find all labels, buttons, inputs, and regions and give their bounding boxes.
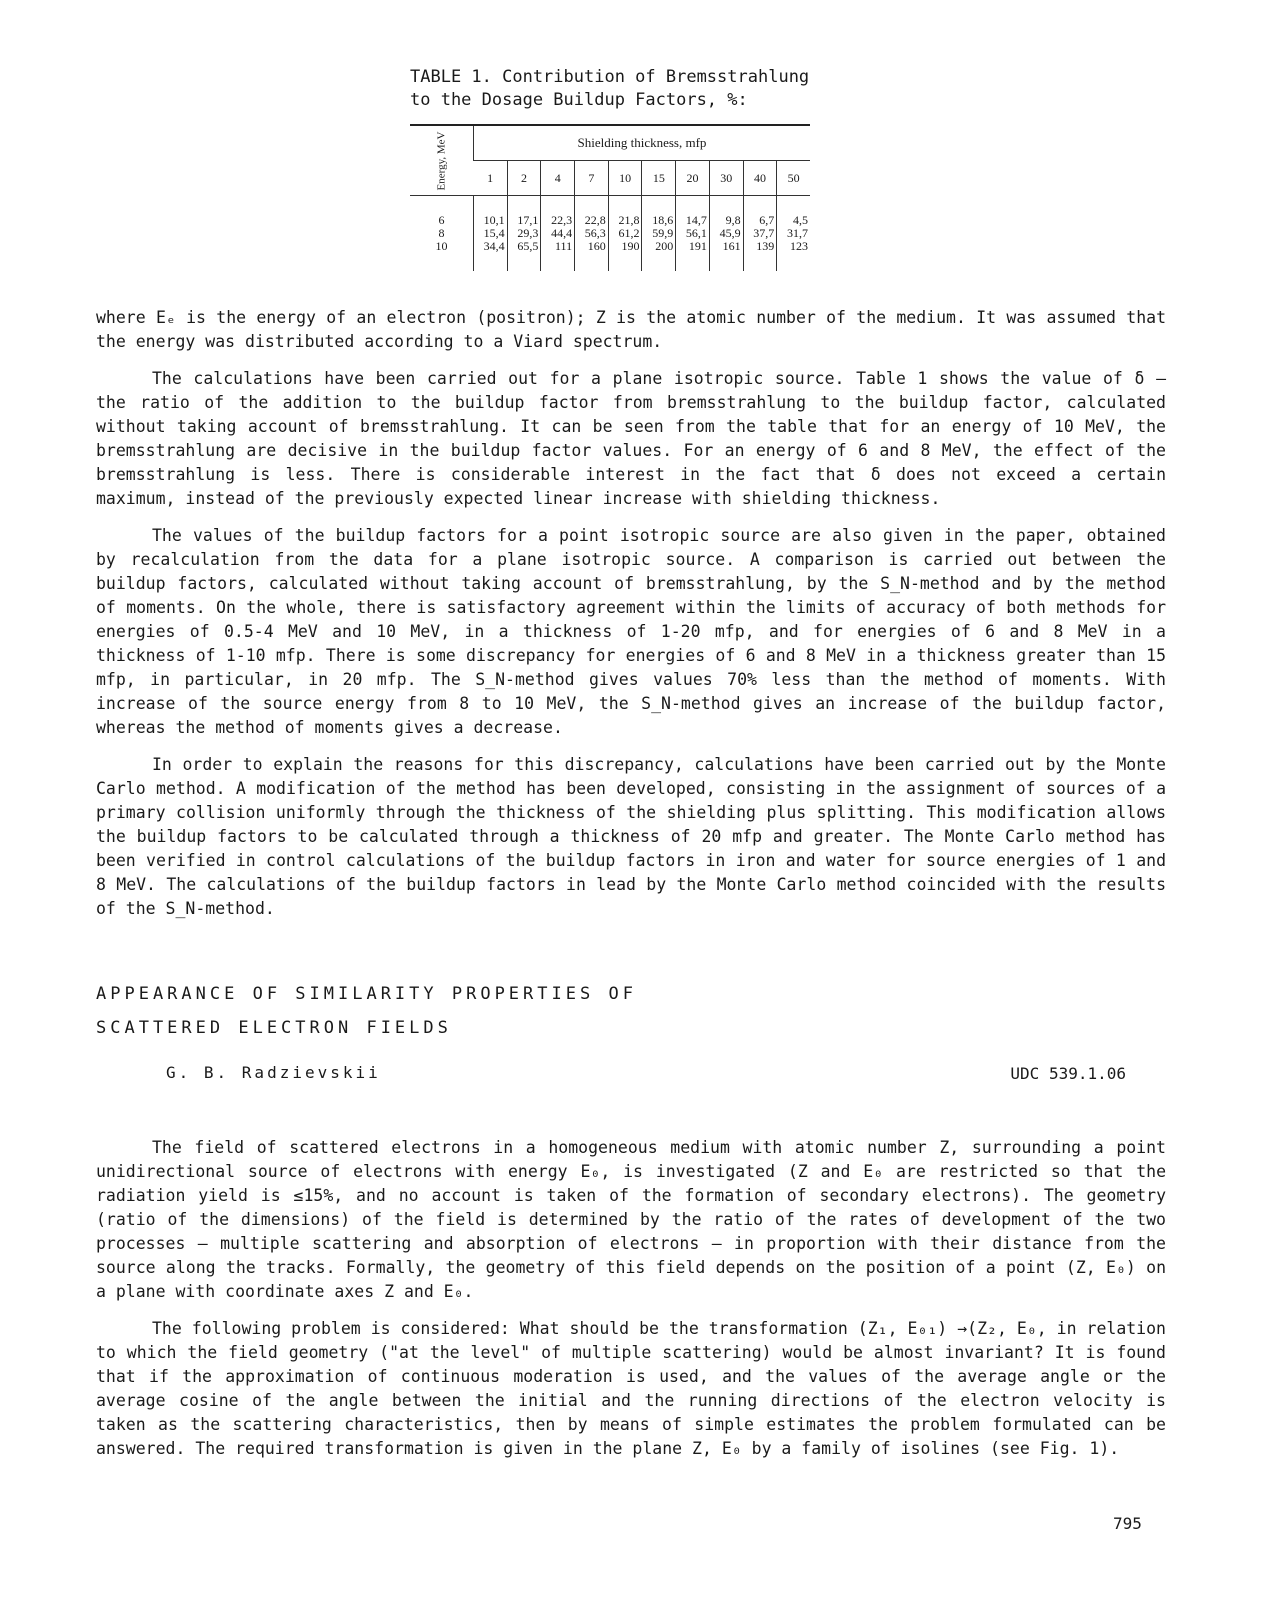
value-cell: 31,7 bbox=[777, 227, 810, 240]
thickness-header-cell: 50 bbox=[777, 161, 810, 196]
thickness-header-cell: 10 bbox=[608, 161, 642, 196]
thickness-header-cell: 2 bbox=[507, 161, 541, 196]
thickness-header-cell: 20 bbox=[676, 161, 710, 196]
table-row bbox=[410, 214, 810, 227]
paragraph: In order to explain the reasons for this discrepancy, calculations have been carried out by the Monte Carlo method. A modification of the method has been developed, consisting in the assignment of sources of a primary collision uniformly through the thickness of the shielding plus splitting. This modification allows the buildup factors to be calculated through a thickness of 20 mfp and greater. The Monte Carlo method has been verified in control calculations of the buildup factors in iron and water for source energies of 1 and 8 MeV. The calculations of the buildup factors in lead by the Monte Carlo method coincided with the results of the S_N-method. bbox=[96, 755, 1166, 918]
udc-code: UDC 539.1.06 bbox=[1010, 1064, 1126, 1083]
value-cell: 161 bbox=[709, 240, 743, 253]
value-cell: 123 bbox=[777, 240, 810, 253]
paragraph: The following problem is considered: What should be the transformation (Z₁, E₀₁) →(Z₂, E₀, in relation to which the field geometry ("at the level" of multiple scattering) would be almost invariant? It is found that if the approximation of continuous moderation is used, and the values of the average angle or the average cosine of the angle between the initial and the running directions of the electron velocity is taken as the scattering characteristics, then by means of simple estimates the problem formulated can be answered. The required transformation is given in the plane Z, E₀ by a family of isolines (see Fig. 1). bbox=[96, 1319, 1166, 1458]
article-title-line1: APPEARANCE OF SIMILARITY PROPERTIES OF bbox=[96, 984, 637, 1004]
bremsstrahlung-table bbox=[410, 124, 810, 271]
body-text-lower bbox=[96, 1136, 1166, 1474]
value-cell: 17,1 bbox=[507, 214, 541, 227]
value-cell: 44,4 bbox=[541, 227, 575, 240]
table-row bbox=[410, 240, 810, 253]
energy-column-header bbox=[410, 125, 473, 196]
thickness-header-cell: 7 bbox=[575, 161, 609, 196]
article-title bbox=[96, 977, 637, 1045]
value-cell: 22,8 bbox=[575, 214, 609, 227]
value-cell: 9,8 bbox=[709, 214, 743, 227]
thickness-header-cell: 4 bbox=[541, 161, 575, 196]
table-row bbox=[410, 227, 810, 240]
value-cell: 200 bbox=[642, 240, 676, 253]
value-cell: 56,3 bbox=[575, 227, 609, 240]
value-cell: 34,4 bbox=[473, 240, 507, 253]
table-tail-row bbox=[410, 253, 810, 271]
value-cell: 22,3 bbox=[541, 214, 575, 227]
value-cell: 160 bbox=[575, 240, 609, 253]
value-cell: 21,8 bbox=[608, 214, 642, 227]
article-title-line2: SCATTERED ELECTRON FIELDS bbox=[96, 1018, 452, 1038]
table-caption-line2: to the Dosage Buildup Factors, %: bbox=[410, 90, 748, 110]
thickness-header-cell: 1 bbox=[473, 161, 507, 196]
value-cell: 18,6 bbox=[642, 214, 676, 227]
author: G. B. Radzievskii bbox=[166, 1063, 381, 1082]
table-caption-line1: TABLE 1. Contribution of Bremsstrahlung bbox=[410, 67, 810, 87]
thickness-span-header: Shielding thickness, mfp bbox=[473, 125, 810, 161]
table-spacer-row bbox=[410, 196, 810, 215]
value-cell: 61,2 bbox=[608, 227, 642, 240]
table-header-row bbox=[410, 125, 810, 161]
value-cell: 190 bbox=[608, 240, 642, 253]
value-cell: 6,7 bbox=[743, 214, 777, 227]
paragraph: The values of the buildup factors for a point isotropic source are also given in the paper, obtained by recalculation from the data for a plane isotropic source. A comparison is carried out between the buildup factors, calculated without taking account of bremsstrahlung, by the S_N-method and by the method of moments. On the whole, there is satisfactory agreement within the limits of accuracy of both methods for energies of 0.5-4 MeV and 10 MeV, in a thickness of 1-20 mfp, and for energies of 6 and 8 MeV in a thickness of 1-10 mfp. There is some discrepancy for energies of 6 and 8 MeV in a thickness greater than 15 mfp, in particular, in 20 mfp. The S_N-method gives values 70% less than the method of moments. With increase of the source energy from 8 to 10 MeV, the S_N-method gives an increase of the buildup factor, whereas the method of moments gives a decrease. bbox=[96, 526, 1166, 737]
table-1 bbox=[410, 66, 810, 271]
paragraph: The field of scattered electrons in a homogeneous medium with atomic number Z, surrounding a point unidirectional source of electrons with energy E₀, is investigated (Z and E₀ are restricted so that the radiation yield is ≤15%, and no account is taken of the formation of secondary electrons). The geometry (ratio of the dimensions) of the field is determined by the ratio of the rates of development of the two processes — multiple scattering and absorption of electrons — in proportion with their distance from the source along the tracks. Formally, the geometry of this field depends on the position of a point (Z, E₀) on a plane with coordinate axes Z and E₀. bbox=[96, 1138, 1166, 1301]
value-cell: 59,9 bbox=[642, 227, 676, 240]
thickness-header-cell: 15 bbox=[642, 161, 676, 196]
value-cell: 37,7 bbox=[743, 227, 777, 240]
value-cell: 65,5 bbox=[507, 240, 541, 253]
page-number: 795 bbox=[1113, 1514, 1142, 1533]
value-cell: 139 bbox=[743, 240, 777, 253]
value-cell: 111 bbox=[541, 240, 575, 253]
paragraph: where Eₑ is the energy of an electron (positron); Z is the atomic number of the medium. It was assumed that the energy was distributed according to a Viard spectrum. bbox=[96, 308, 1166, 351]
energy-header-label: Energy, MeV bbox=[435, 131, 448, 191]
value-cell: 15,4 bbox=[473, 227, 507, 240]
thickness-header-cell: 40 bbox=[743, 161, 777, 196]
paragraph: The calculations have been carried out for a plane isotropic source. Table 1 shows the value of δ — the ratio of the addition to the buildup factor from bremsstrahlung to the buildup factor, calculated without taking account of bremsstrahlung. It can be seen from the table that for an energy of 10 MeV, the bremsstrahlung are decisive in the buildup factor values. For an energy of 6 and 8 MeV, the effect of the bremsstrahlung is less. There is considerable interest in the fact that δ does not exceed a certain maximum, instead of the previously expected linear increase with shielding thickness. bbox=[96, 369, 1166, 508]
energy-cell: 10 bbox=[435, 239, 448, 253]
value-cell: 4,5 bbox=[777, 214, 810, 227]
value-cell: 56,1 bbox=[676, 227, 710, 240]
body-text-upper bbox=[96, 306, 1166, 934]
value-cell: 29,3 bbox=[507, 227, 541, 240]
energy-cell: 6 bbox=[438, 213, 445, 227]
value-cell: 45,9 bbox=[709, 227, 743, 240]
value-cell: 10,1 bbox=[473, 214, 507, 227]
value-cell: 191 bbox=[676, 240, 710, 253]
table-caption bbox=[410, 66, 810, 112]
value-cell: 14,7 bbox=[676, 214, 710, 227]
thickness-header-cell: 30 bbox=[709, 161, 743, 196]
energy-cell: 8 bbox=[438, 226, 445, 240]
